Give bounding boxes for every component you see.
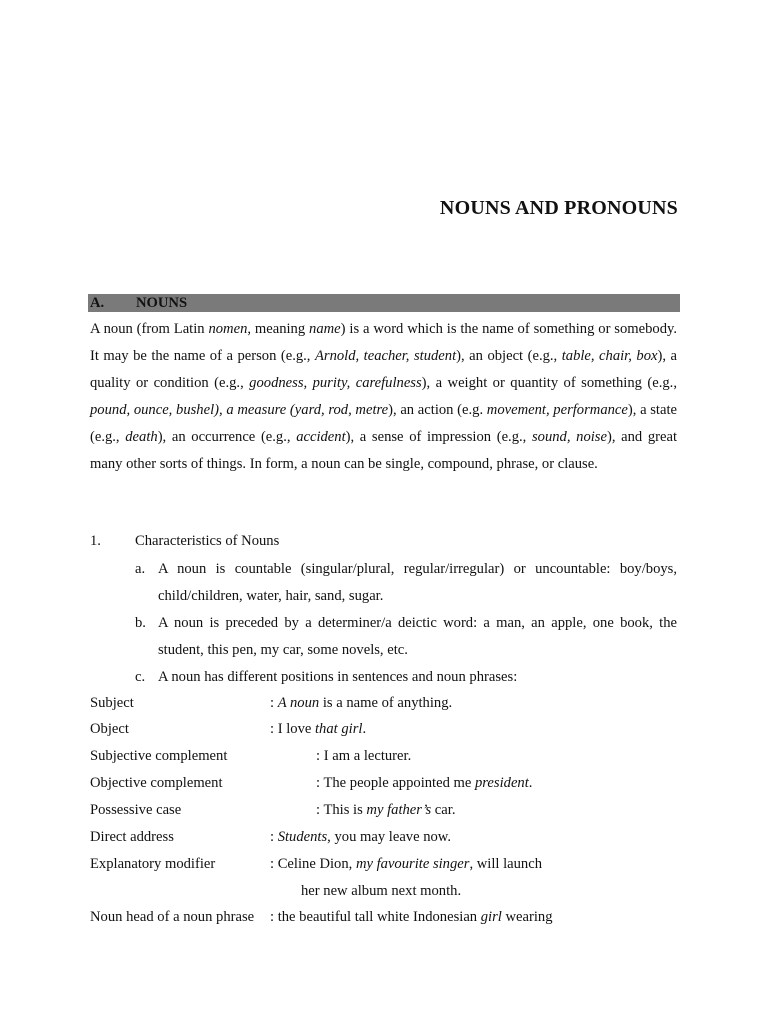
italic-term: movement, performance xyxy=(486,402,628,418)
italic-term: Students xyxy=(277,829,328,845)
italic-term: that girl xyxy=(315,721,363,737)
italic-term: A noun xyxy=(277,695,320,711)
subsection-heading xyxy=(90,533,279,550)
italic-term: president xyxy=(475,775,529,791)
position-example: : the beautiful tall white Indonesian girl wearing xyxy=(270,909,553,925)
italic-term: sound, noise xyxy=(531,429,607,445)
position-example: : This is my father’s car. xyxy=(316,802,456,818)
list-item-text: A noun is preceded by a determiner/a deictic word: a man, an apple, one book, the student, this pen, my car, some novels, etc. xyxy=(158,615,677,658)
position-term: Object xyxy=(90,721,129,737)
position-example: : The people appointed me president. xyxy=(316,775,533,791)
position-term: Direct address xyxy=(90,829,174,845)
subsection-label: Characteristics of Nouns xyxy=(135,533,280,549)
intro-paragraph: A noun (from Latin nomen, meaning name) is a word which is the name of something or somebody. It may be the name of a person (e.g., Arnold, teacher, student), an object (e.g., table, chair, box), a quality or condition (e.g., goodness, purity, carefulness), a weight or quantity of something (e.g., pound, ounce, bushel), a measure (yard, rod, metre), an action (e.g. movement, performance), a state (e.g., death), an occurrence (e.g., accident), a sense of impression (e.g., sound, noise), and great many other sorts of things. In form, a noun can be single, compound, phrase, or clause. xyxy=(90,321,678,472)
position-term: Subject xyxy=(90,695,134,711)
italic-term: accident xyxy=(296,429,346,445)
list-marker: c. xyxy=(135,669,146,685)
position-term: Objective complement xyxy=(90,775,223,791)
explanatory-continuation: her new album next month. xyxy=(301,883,462,899)
position-term: Noun head of a noun phrase xyxy=(90,909,255,925)
position-example: : A noun is a name of anything. xyxy=(270,695,453,711)
position-term: Explanatory modifier xyxy=(90,856,216,872)
italic-term: pound, ounce, bushel), a measure (yard, rod, metre xyxy=(90,402,389,418)
italic-term: my favourite singer xyxy=(355,856,470,872)
italic-term: girl xyxy=(480,909,502,925)
list-item-text: A noun has different positions in sentences and noun phrases: xyxy=(158,669,518,685)
list-item-b xyxy=(135,610,677,664)
position-term: Possessive case xyxy=(90,802,182,818)
list-item-text: A noun is countable (singular/plural, regular/irregular) or uncountable: boy/boys, child/children, water, hair, sand, sugar. xyxy=(158,561,677,604)
section-heading-bar xyxy=(88,294,680,312)
italic-term: name xyxy=(309,321,341,337)
position-example: : I am a lecturer. xyxy=(316,748,412,764)
italic-term: table, chair, box xyxy=(561,348,658,364)
subsection-number: 1. xyxy=(90,533,101,549)
italic-term: death xyxy=(125,429,158,445)
list-marker: b. xyxy=(135,615,146,631)
position-term: Subjective complement xyxy=(90,748,228,764)
position-example: : Celine Dion, my favourite singer, will launch xyxy=(270,856,542,872)
italic-term: goodness, purity, carefulness xyxy=(249,375,422,391)
list-item-a xyxy=(135,556,677,610)
list-item-c xyxy=(135,664,677,691)
italic-term: nomen xyxy=(208,321,248,337)
position-example: : I love that girl. xyxy=(270,721,367,737)
italic-term: Arnold, teacher, student xyxy=(314,348,457,364)
page-title: NOUNS AND PRONOUNS xyxy=(439,197,678,219)
italic-term: my father’s xyxy=(366,802,432,818)
position-example: : Students, you may leave now. xyxy=(270,829,452,845)
list-marker: a. xyxy=(135,561,146,577)
section-label: NOUNS xyxy=(136,295,188,311)
section-number: A. xyxy=(90,295,105,311)
